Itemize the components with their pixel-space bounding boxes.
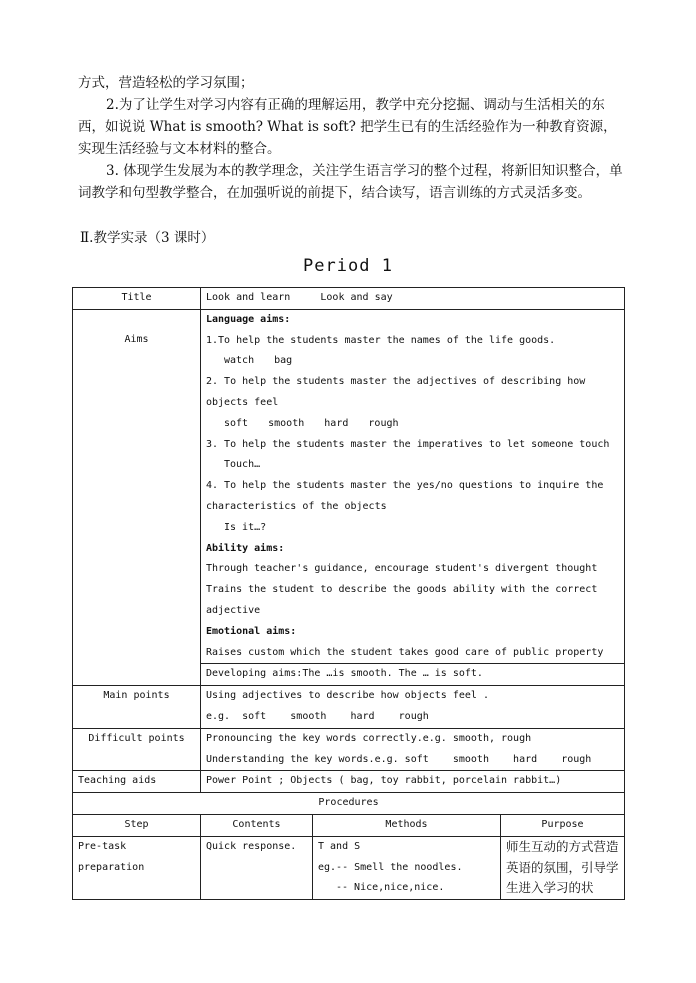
teaching-aids-label: Teaching aids <box>73 771 201 793</box>
difficult-points-label: Difficult points <box>73 728 201 771</box>
aims-label: Aims <box>73 309 201 685</box>
main-points-label: Main points <box>73 686 201 729</box>
aim-2-words <box>206 414 619 435</box>
step-cell: Pre-task preparation <box>73 836 201 899</box>
table-row <box>73 686 625 729</box>
methods-line: T and S <box>318 840 361 852</box>
aim-2: 2. To help the students master the adjectives of describing how objects feel <box>206 376 586 408</box>
contents-cell: Quick response. <box>201 836 313 899</box>
methods-line: eg.-- Smell the noodles. <box>318 861 463 873</box>
word: rough <box>368 417 399 429</box>
word: hard <box>324 417 349 429</box>
main-points-line: Using adjectives to describe how objects feel . <box>206 690 489 702</box>
word: soft <box>224 417 249 429</box>
procedures-heading: Procedures <box>73 793 625 815</box>
aim-4-example: Is it…? <box>224 521 267 533</box>
title-label: Title <box>73 288 201 310</box>
ability-aim-1: Through teacher's guidance, encourage student's divergent thought <box>206 563 598 575</box>
difficult-points-line: Pronouncing the key words correctly.e.g. smooth, rough <box>206 732 532 744</box>
aim-3-example: Touch… <box>224 459 261 471</box>
main-points-examples: e.g. soft smooth hard rough <box>206 710 429 722</box>
table-row <box>73 793 625 815</box>
aim-4: 4. To help the students master the yes/no questions to inquire the characteristics of the objects <box>206 480 604 512</box>
difficult-points-cell <box>201 728 625 771</box>
table-row <box>73 728 625 771</box>
language-aims-heading: Language aims: <box>206 313 291 325</box>
aims-cell <box>201 309 625 664</box>
column-header-methods: Methods <box>313 814 501 836</box>
table-row <box>73 814 625 836</box>
main-points-cell <box>201 686 625 729</box>
intro-paragraph-2: 2.为了让学生对学习内容有正确的理解运用，教学中充分挖掘、调动与生活相关的东西，如说说 What is smooth? What is soft? 把学生已有的生活经验作为一种教育资源，实现生活经验与文本材料的整合。 <box>78 97 617 157</box>
column-header-contents: Contents <box>201 814 313 836</box>
aim-1-words <box>206 351 619 372</box>
intro-paragraph-3: 3. 体现学生发展为本的教学理念，关注学生语言学习的整个过程，将新旧知识整合，单词教学和句型教学整合，在加强听说的前提下，结合读写，语言训练的方式灵活多变。 <box>78 163 623 201</box>
title-value: Look and learn Look and say <box>201 288 625 310</box>
teaching-aids-value: Power Point ; Objects ( bag, toy rabbit, porcelain rabbit…) <box>201 771 625 793</box>
intro-text <box>78 72 626 204</box>
table-row <box>73 836 625 899</box>
methods-line: -- Nice,nice,nice. <box>336 882 445 894</box>
purpose-cell: 师生互动的方式营造英语的氛围，引导学生进入学习的状 <box>501 836 625 899</box>
developing-aims: Developing aims:The …is smooth. The … is soft. <box>201 664 625 686</box>
emotional-aims-heading: Emotional aims: <box>206 625 297 637</box>
period-title: Period 1 <box>303 256 393 276</box>
emotional-aim: Raises custom which the student takes good care of public property <box>206 646 604 658</box>
column-header-purpose: Purpose <box>501 814 625 836</box>
table-row <box>73 288 625 310</box>
ability-aims-heading: Ability aims: <box>206 542 285 554</box>
aim-1: 1.To help the students master the names of the life goods. <box>206 334 556 346</box>
ability-aim-2: Trains the student to describe the goods ability with the correct adjective <box>206 584 598 616</box>
word: bag <box>274 355 293 367</box>
table-row <box>73 309 625 664</box>
methods-cell <box>313 836 501 899</box>
word: smooth <box>268 417 305 429</box>
word: watch <box>224 355 255 367</box>
difficult-points-line: Understanding the key words.e.g. soft smooth hard rough <box>206 753 592 765</box>
aim-3: 3. To help the students master the imperatives to let someone touch <box>206 438 610 450</box>
lesson-plan-table <box>72 287 625 900</box>
section-title: Ⅱ.教学实录（3 课时） <box>80 230 215 246</box>
intro-line: 方式，营造轻松的学习氛围； <box>78 75 254 91</box>
column-header-step: Step <box>73 814 201 836</box>
table-row <box>73 771 625 793</box>
